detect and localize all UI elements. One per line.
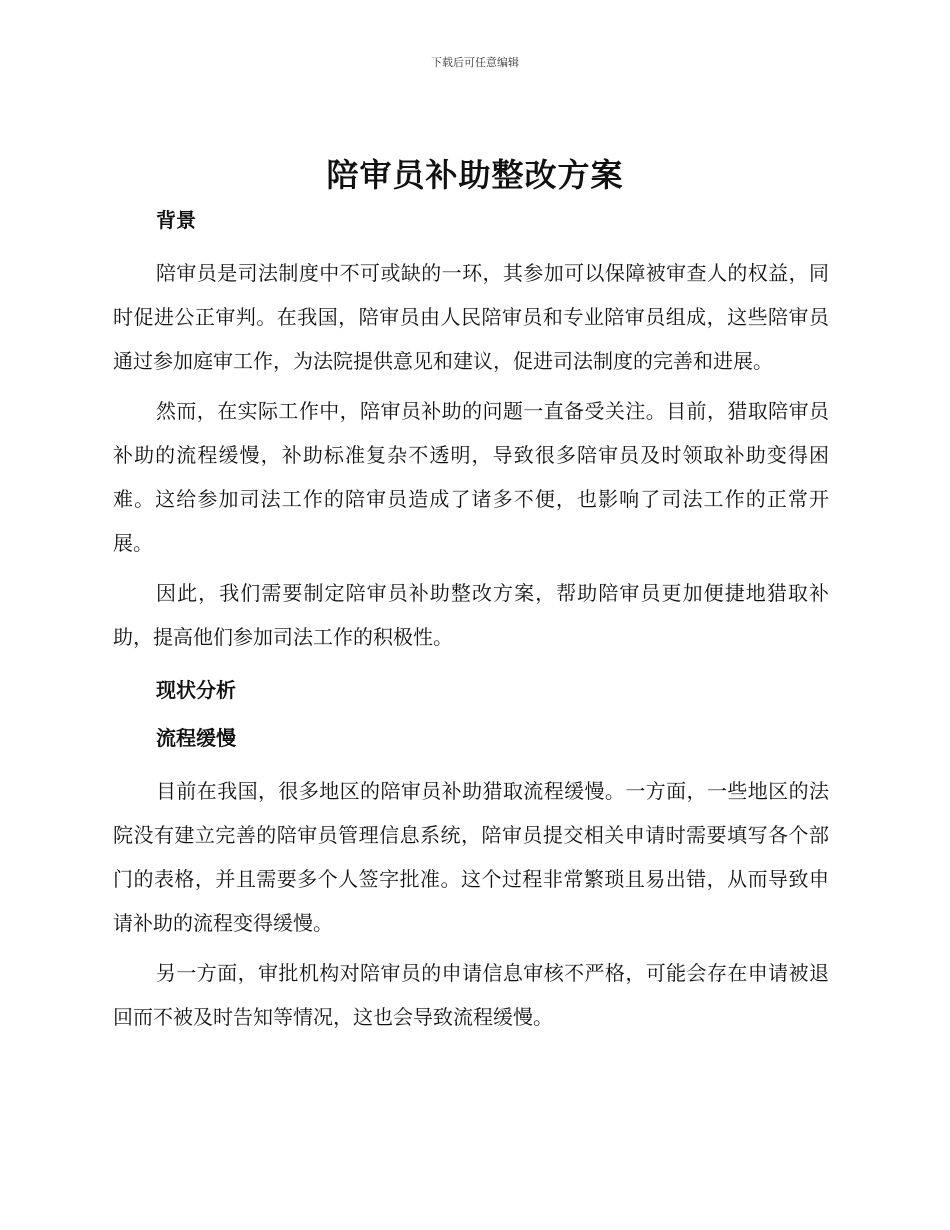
section-heading-status-analysis: 现状分析 [156,678,236,702]
paragraph-background-3: 因此，我们需要制定陪审员补助整改方案，帮助陪审员更加便捷地猎取补助，提高他们参加司法工作的积极性。 [113,581,829,649]
paragraph-background-1: 陪审员是司法制度中不可或缺的一环，其参加可以保障被审查人的权益，同时促进公正审判。在我国，陪审员由人民陪审员和专业陪审员组成，这些陪审员通过参加庭审工作，为法院提供意见和建议，促进司法制度的完善和进展。 [113,261,829,373]
paragraph-background-2: 然而，在实际工作中，陪审员补助的问题一直备受关注。目前，猎取陪审员补助的流程缓慢，补助标准复杂不透明，导致很多陪审员及时领取补助变得困难。这给参加司法工作的陪审员造成了诸多不便，也影响了司法工作的正常开展。 [113,399,829,555]
header-note: 下载后可任意编辑 [431,56,519,69]
section-heading-slow-process: 流程缓慢 [156,726,236,750]
section-heading-background: 背景 [156,208,196,232]
document-title: 陪审员补助整改方案 [326,156,624,194]
document-body [113,203,829,1045]
paragraph-slow-process-1: 目前在我国，很多地区的陪审员补助猎取流程缓慢。一方面，一些地区的法院没有建立完善的陪审员管理信息系统，陪审员提交相关申请时需要填写各个部门的表格，并且需要多个人签字批准。这个过程非常繁琐且易出错，从而导致申请补助的流程变得缓慢。 [113,779,829,935]
paragraph-slow-process-2: 另一方面，审批机构对陪审员的申请信息审核不严格，可能会存在申请被退回而不被及时告知等情况，这也会导致流程缓慢。 [113,961,829,1029]
